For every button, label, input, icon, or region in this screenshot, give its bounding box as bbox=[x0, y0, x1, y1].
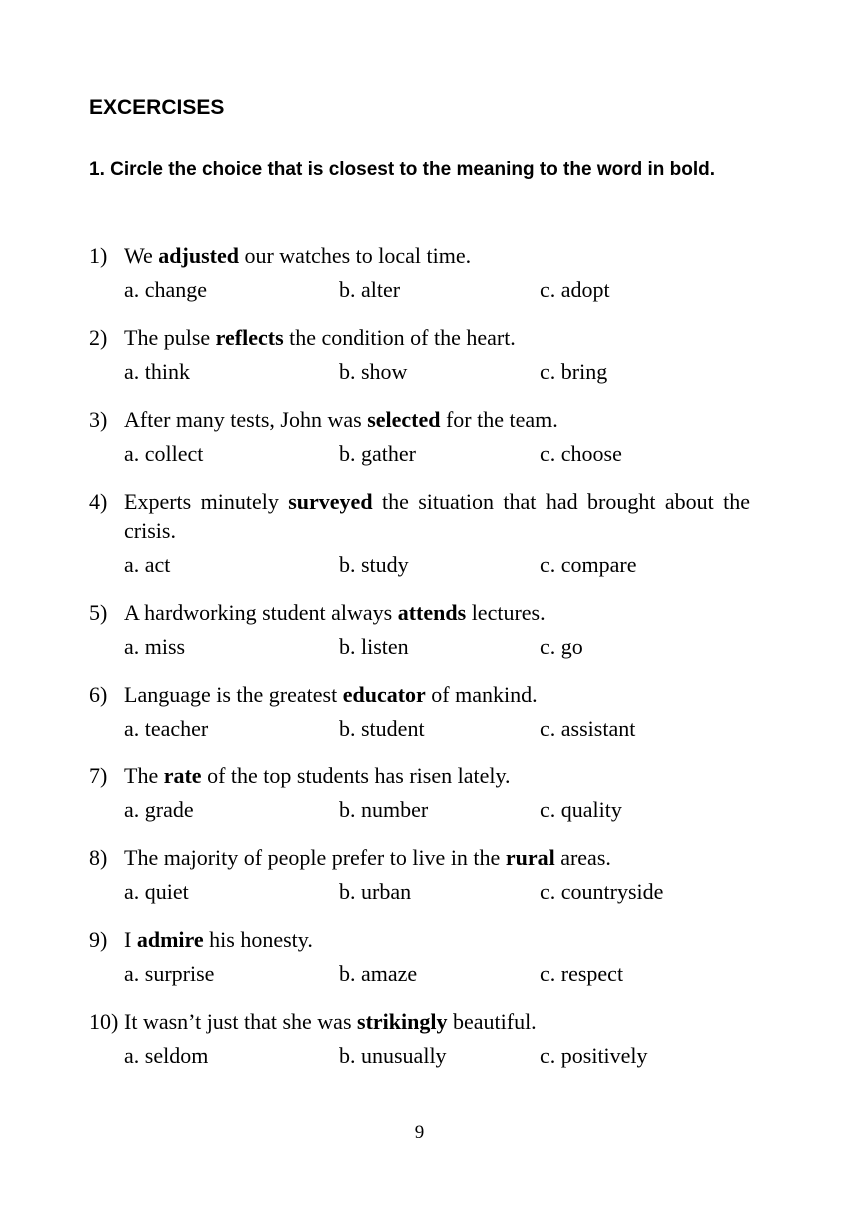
options-row bbox=[89, 631, 750, 663]
option-b[interactable]: b. student bbox=[339, 716, 425, 741]
question-text: The pulse reflects the condition of the heart. bbox=[124, 325, 516, 350]
question-5 bbox=[89, 598, 750, 663]
question-7 bbox=[89, 761, 750, 826]
option-a[interactable]: a. surprise bbox=[124, 961, 215, 986]
bold-word: surveyed bbox=[288, 489, 373, 514]
option-b[interactable]: b. urban bbox=[339, 879, 412, 904]
option-c[interactable]: c. positively bbox=[540, 1043, 648, 1068]
question-number: 7) bbox=[89, 763, 108, 788]
question-text: We adjusted our watches to local time. bbox=[124, 243, 472, 268]
page-number: 9 bbox=[414, 1122, 425, 1143]
options-row bbox=[89, 438, 750, 470]
question-6 bbox=[89, 680, 750, 745]
instruction-text: 1. Circle the choice that is closest to the meaning to the word in bold. bbox=[89, 159, 716, 180]
option-a[interactable]: a. collect bbox=[124, 441, 204, 466]
question-number: 8) bbox=[89, 845, 108, 870]
question-text: I admire his honesty. bbox=[124, 927, 313, 952]
bold-word: adjusted bbox=[158, 243, 239, 268]
question-10 bbox=[89, 1007, 750, 1072]
option-c[interactable]: c. bring bbox=[540, 359, 608, 384]
question-text: It wasn’t just that she was strikingly beautiful. bbox=[124, 1009, 537, 1034]
question-9 bbox=[89, 925, 750, 990]
options-row bbox=[89, 549, 750, 581]
question-3 bbox=[89, 405, 750, 470]
option-c[interactable]: c. adopt bbox=[540, 277, 610, 302]
question-number: 2) bbox=[89, 325, 108, 350]
option-b[interactable]: b. alter bbox=[339, 277, 401, 302]
option-c[interactable]: c. assistant bbox=[540, 716, 636, 741]
question-8 bbox=[89, 843, 750, 908]
option-b[interactable]: b. unusually bbox=[339, 1043, 447, 1068]
question-text: The rate of the top students has risen lately. bbox=[124, 763, 511, 788]
option-b[interactable]: b. show bbox=[339, 359, 408, 384]
question-2 bbox=[89, 323, 750, 388]
options-row bbox=[89, 356, 750, 388]
question-text: Language is the greatest educator of mankind. bbox=[124, 682, 538, 707]
option-b[interactable]: b. study bbox=[339, 552, 409, 577]
question-4 bbox=[89, 487, 750, 581]
option-a[interactable]: a. act bbox=[124, 552, 171, 577]
question-number: 3) bbox=[89, 407, 108, 432]
option-a[interactable]: a. miss bbox=[124, 634, 186, 659]
option-a[interactable]: a. grade bbox=[124, 797, 194, 822]
bold-word: admire bbox=[136, 927, 204, 952]
question-number: 6) bbox=[89, 682, 108, 707]
options-row bbox=[89, 794, 750, 826]
question-number: 4) bbox=[89, 489, 108, 514]
bold-word: rural bbox=[505, 845, 555, 870]
question-number: 9) bbox=[89, 927, 108, 952]
option-c[interactable]: c. choose bbox=[540, 441, 622, 466]
bold-word: selected bbox=[367, 407, 441, 432]
option-a[interactable]: a. think bbox=[124, 359, 190, 384]
options-row bbox=[89, 958, 750, 990]
bold-word: rate bbox=[163, 763, 202, 788]
option-a[interactable]: a. change bbox=[124, 277, 208, 302]
option-b[interactable]: b. number bbox=[339, 797, 429, 822]
bold-word: attends bbox=[397, 600, 467, 625]
question-number: 10) bbox=[89, 1009, 119, 1034]
option-a[interactable]: a. teacher bbox=[124, 716, 209, 741]
option-b[interactable]: b. gather bbox=[339, 441, 416, 466]
question-1 bbox=[89, 241, 750, 306]
option-c[interactable]: c. compare bbox=[540, 552, 637, 577]
question-number: 1) bbox=[89, 243, 108, 268]
option-c[interactable]: c. go bbox=[540, 634, 583, 659]
options-row bbox=[89, 1040, 750, 1072]
option-c[interactable]: c. countryside bbox=[540, 879, 664, 904]
question-text: A hardworking student always attends lectures. bbox=[124, 600, 546, 625]
question-text: After many tests, John was selected for the team. bbox=[124, 407, 558, 432]
bold-word: educator bbox=[342, 682, 426, 707]
bold-word: strikingly bbox=[357, 1009, 448, 1034]
option-b[interactable]: b. listen bbox=[339, 634, 409, 659]
question-number: 5) bbox=[89, 600, 108, 625]
section-title: EXCERCISES bbox=[89, 96, 225, 119]
question-text: Experts minutely surveyed the situation that had brought about the crisis. bbox=[124, 489, 750, 543]
option-a[interactable]: a. seldom bbox=[124, 1043, 209, 1068]
bold-word: reflects bbox=[215, 325, 284, 350]
option-a[interactable]: a. quiet bbox=[124, 879, 189, 904]
question-text: The majority of people prefer to live in the rural areas. bbox=[124, 845, 611, 870]
options-row bbox=[89, 713, 750, 745]
options-row bbox=[89, 876, 750, 908]
options-row bbox=[89, 274, 750, 306]
option-c[interactable]: c. quality bbox=[540, 797, 622, 822]
option-c[interactable]: c. respect bbox=[540, 961, 624, 986]
option-b[interactable]: b. amaze bbox=[339, 961, 418, 986]
